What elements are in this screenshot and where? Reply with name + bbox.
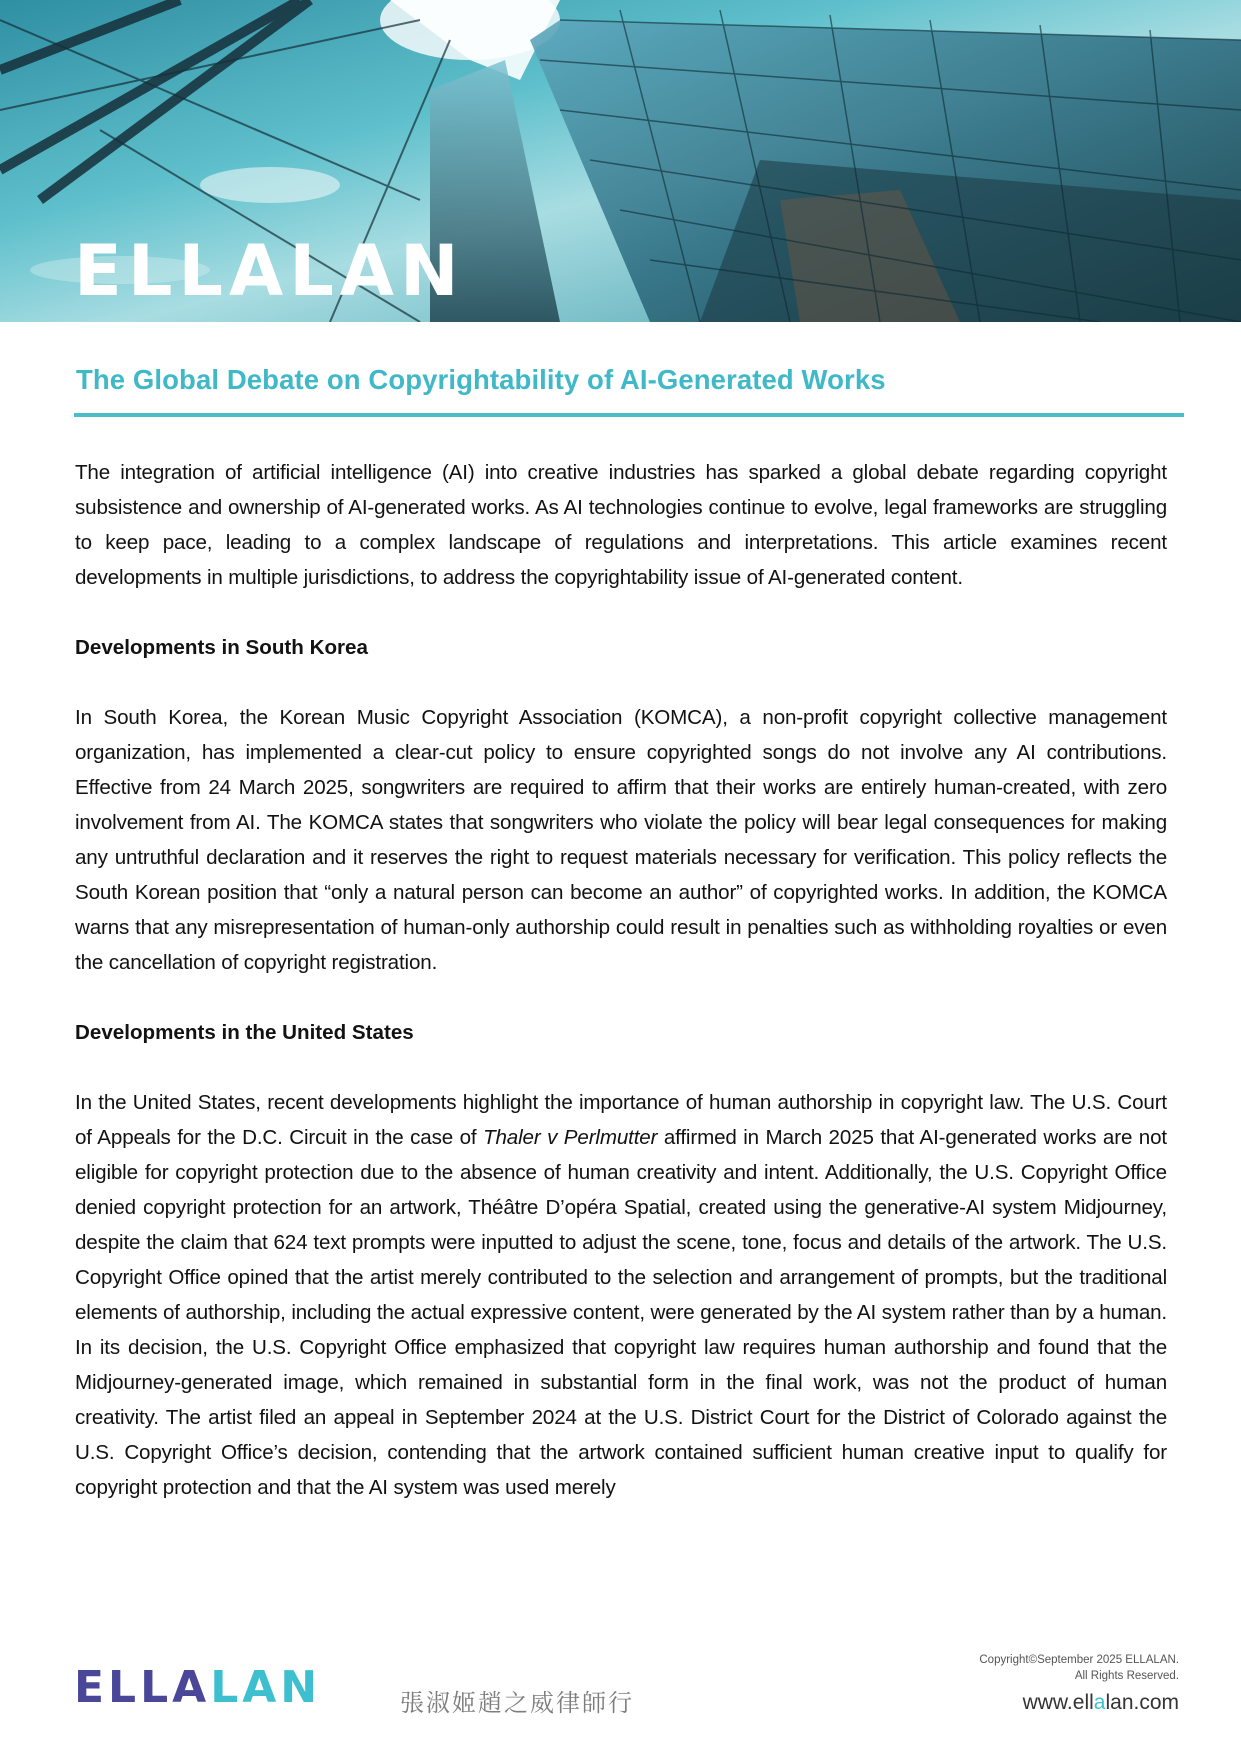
section-heading-south-korea: Developments in South Korea bbox=[75, 636, 368, 659]
section-body-south-korea: In South Korea, the Korean Music Copyright Association (KOMCA), a non-profit copyright collective management organization, has implemented a clear-cut policy to ensure copyrighted songs do not involve any AI contributions. Effective from 24 March 2025, songwriters are required to affirm that their works are entirely human-created, with zero involvement from AI. The KOMCA states that songwriters who violate the policy will bear legal consequences for making any untruthful declaration and it reserves the right to request materials necessary for verification. This policy reflects the South Korean position that “only a natural person can become an author” of copyrighted works. In addition, the KOMCA warns that any misrepresentation of human-only authorship could result in penalties such as withholding royalties or even the cancellation of copyright registration. bbox=[75, 706, 1167, 974]
case-name: Thaler v Perlmutter bbox=[483, 1126, 658, 1149]
article-title: The Global Debate on Copyrightability of AI-Generated Works bbox=[76, 364, 886, 395]
section-body-united-states: In the United States, recent developments highlight the importance of human authorship in copyright law. The U.S. Court of Appeals for the D.C. Circuit in the case of Thaler v Perlmutter affirmed in March 2025 that AI-generated works are not eligible for copyright protection due to the absence of human creativity and intent. Additionally, the U.S. Copyright Office denied copyright protection for an artwork, Théâtre D’opéra Spatial, created using the generative-AI system Midjourney, despite the claim that 624 text prompts were inputted to adjust the scene, tone, focus and details of the artwork. The U.S. Copyright Office opined that the artist merely contributed to the selection and arrangement of prompts, but the traditional elements of authorship, including the actual expressive content, were generated by the AI system rather than by a human. In its decision, the U.S. Copyright Office emphasized that copyright law requires human authorship and found that the Midjourney-generated image, which remained in substantial form in the final work, was not the product of human creativity. The artist filed an appeal in September 2024 at the U.S. District Court for the District of Colorado against the U.S. Copyright Office’s decision, contending that the artwork contained sufficient human creative input to qualify for copyright protection and that the AI system was used merely bbox=[75, 1091, 1167, 1499]
footer-logo: ELLALAN bbox=[74, 1662, 322, 1713]
title-divider bbox=[74, 413, 1184, 417]
website-link[interactable]: www.ellalan.com bbox=[1022, 1691, 1179, 1714]
header-banner bbox=[0, 0, 1241, 322]
section-heading-united-states: Developments in the United States bbox=[75, 1021, 414, 1044]
copyright-notice: Copyright©September 2025 ELLALAN. All Rights Reserved. bbox=[979, 1654, 1179, 1682]
firm-chinese-name: 張淑姬趙之威律師行 bbox=[400, 1690, 634, 1717]
intro-paragraph: The integration of artificial intelligence (AI) into creative industries has sparked a global debate regarding copyright subsistence and ownership of AI-generated works. As AI technologies continue to evolve, legal frameworks are struggling to keep pace, leading to a complex landscape of regulations and interpretations. This article examines recent developments in multiple jurisdictions, to address the copyrightability issue of AI-generated content. bbox=[75, 461, 1167, 589]
hero-logo: ELLALAN bbox=[74, 230, 465, 312]
article-body bbox=[75, 455, 1167, 1505]
